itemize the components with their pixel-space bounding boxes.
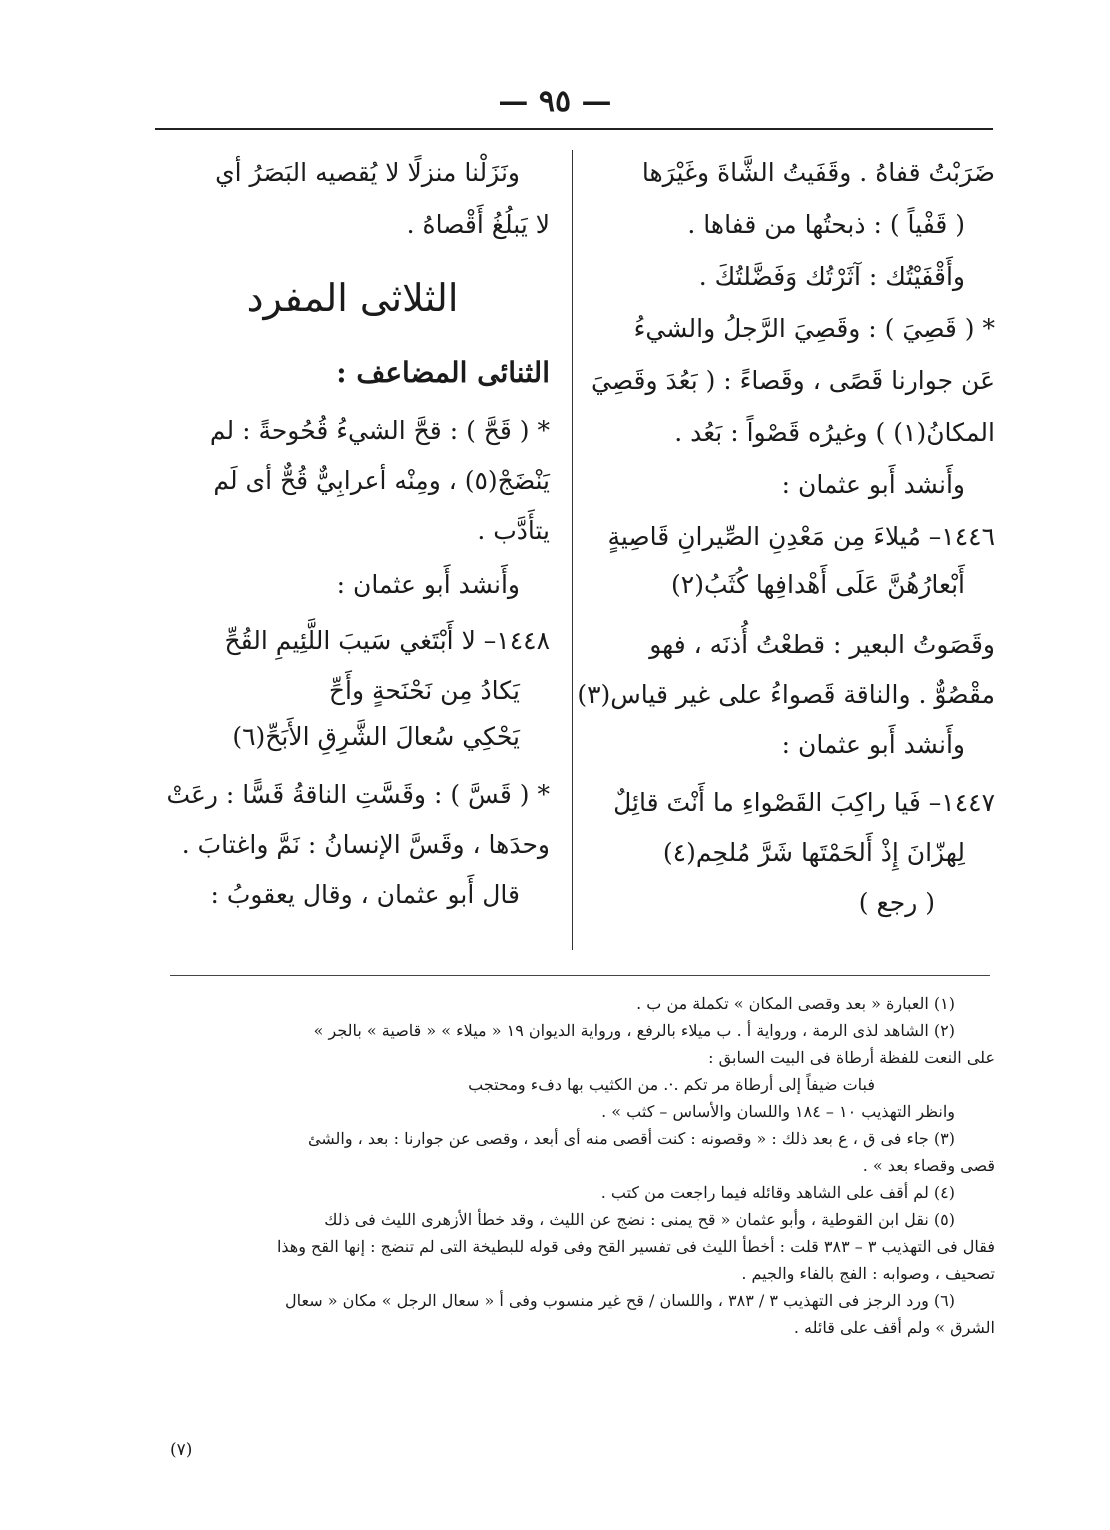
verse-line: ١٤٤٧– فَيا راكِبَ القَصْواءِ ما أَنْتَ قائِلٌ — [613, 788, 995, 817]
footnote-line: على النعت للفظة أرطاة فى البيت السابق : — [708, 1048, 995, 1067]
text-line: وأَقْفَيْتُك : آثَرْتُك وَفَضَّلتُكَ . — [698, 262, 965, 291]
verse-line: يَحْكِي سُعالَ الشَّرِقِ الأَبَحِّ(٦) — [232, 722, 520, 751]
footnote-rule — [170, 975, 990, 976]
text-line: وقَصَوتُ البعير : قطعْتُ أُذنَه ، فهو — [649, 630, 995, 659]
section-title: الثلاثى المفرد — [246, 276, 459, 320]
footnote-line: (٥) نقل ابن القوطية ، وأبو عثمان « قح يمنى : نضج عن الليث ، وقد خطأ الأزهرى الليث فى ذلك — [324, 1210, 955, 1229]
footnote-line: (٢) الشاهد لذى الرمة ، ورواية أ . ب ميلاء بالرفع ، ورواية الديوان ١٩ « ميلاء » « قاصية » بالجر » — [313, 1021, 955, 1040]
header-rule — [155, 128, 993, 130]
verse-line: يَكادُ مِن نَحْنَحةٍ وأَحِّ — [328, 676, 520, 705]
text-line: قال أَبو عثمان ، وقال يعقوبُ : — [210, 880, 520, 909]
text-line: * ( قَصِيَ ) : وقَصِيَ الرَّجلُ والشيءُ — [633, 314, 995, 343]
left-column — [155, 150, 550, 910]
footnote-line: الشرق » ولم أقف على قائله . — [793, 1318, 995, 1337]
text-line: لا يَبلُغُ أَقْصاهُ . — [406, 210, 550, 239]
text-line: ( قَفْياً ) : ذبحتُها من قفاها . — [687, 210, 965, 239]
text-line: وأَنشد أَبو عثمان : — [781, 470, 965, 499]
footnote-line: تصحيف ، وصوابه : الفج بالفاء والجيم . — [741, 1264, 995, 1283]
footnote-line: (٣) جاء فى ق ، ع بعد ذلك : « وقصونه : كنت أقصى منه أى أبعد ، وقصى عن جوارنا : بعد ، والشئ — [307, 1129, 955, 1148]
text-line: ونَزَلْنا منزلًا لا يُقصيه البَصَرُ أي — [215, 158, 520, 187]
footnote-line: وانظر التهذيب ١٠ – ١٨٤ واللسان والأساس – كثب » . — [601, 1102, 955, 1121]
column-divider — [572, 150, 573, 950]
footnote-line: فبات ضيفاً إلى أرطاة مر تكم .·. من الكثيب بها دفء ومحتجب — [468, 1075, 875, 1094]
text-line: ضَرَبْتُ قفاهُ . وقَفَيتُ الشَّاةَ وغَيْرَها — [641, 158, 995, 187]
text-line: * ( قَسَّ ) : وقَسَّتِ الناقةُ قَسًّا : رعَتْ — [166, 780, 550, 809]
text-line: ( رجع ) — [858, 888, 935, 917]
text-line: يَنْضَجْ(٥) ، ومِنْه أعرابِيٌّ قُحٌّ أى لَم — [213, 466, 550, 495]
text-line: وحدَها ، وقَسَّ الإنسانُ : نَمَّ واغتابَ . — [181, 830, 550, 859]
verse-line: ١٤٤٨– لا أَبْتَغي سَيبَ اللَّئِيمِ القُحِّ — [224, 626, 550, 655]
text-line: وأَنشد أَبو عثمان : — [336, 570, 520, 599]
footnote-line: (٤) لم أقف على الشاهد وقائله فيما راجعت من كتب . — [600, 1183, 955, 1202]
footnote-line: (١) العبارة « بعد وقصى المكان » تكملة من ب . — [636, 994, 955, 1013]
text-line: المكانُ(١) ) وغيرُه قَصْواً : بَعُد . — [674, 418, 995, 447]
verse-line: ١٤٤٦– مُيلاءَ مِن مَعْدِنِ الصِّيرانِ قَاصِيةٍ — [607, 522, 995, 551]
text-line: عَن جوارنا قَصًى ، وقَصاءً : ( بَعُدَ وقَصِيَ — [591, 366, 995, 395]
signature-mark: (٧) — [170, 1440, 193, 1460]
text-line: وأَنشد أَبو عثمان : — [781, 730, 965, 759]
footnote-line: فقال فى التهذيب ٣ – ٣٨٣ قلت : أخطأ الليث فى تفسير القح وفى قوله للبطيخة التى لم تنضج : إنها القح وهذا — [276, 1237, 995, 1256]
footnotes — [170, 990, 995, 1341]
verse-line: لِهزّانَ إِذْ أَلحَمْتَها شَرَّ مُلحِم(٤) — [662, 838, 965, 867]
text-line: يتأَدَّب . — [477, 516, 550, 545]
text-line: * ( قَحَّ ) : قحَّ الشيءُ قُحُوحةً : لم — [209, 416, 550, 445]
sub-title: الثنائى المضاعف : — [336, 356, 550, 389]
verse-line: أَبْعارُهُنَّ عَلَى أَهْدافِها كُثَبُ(٢) — [671, 570, 965, 599]
footnote-line: قصى وقصاء بعد » . — [862, 1156, 995, 1175]
text-line: مقْصُوٌّ . والناقة قَصواءُ على غير قياس(٣) — [577, 680, 995, 709]
footnote-line: (٦) ورد الرجز فى التهذيب ٣ / ٣٨٣ ، واللسان / قح غير منسوب وفى أ « سعال الرجل » مكان « سعال — [284, 1291, 955, 1310]
right-column — [577, 150, 995, 918]
page-number: — ٩٥ — — [498, 84, 612, 119]
